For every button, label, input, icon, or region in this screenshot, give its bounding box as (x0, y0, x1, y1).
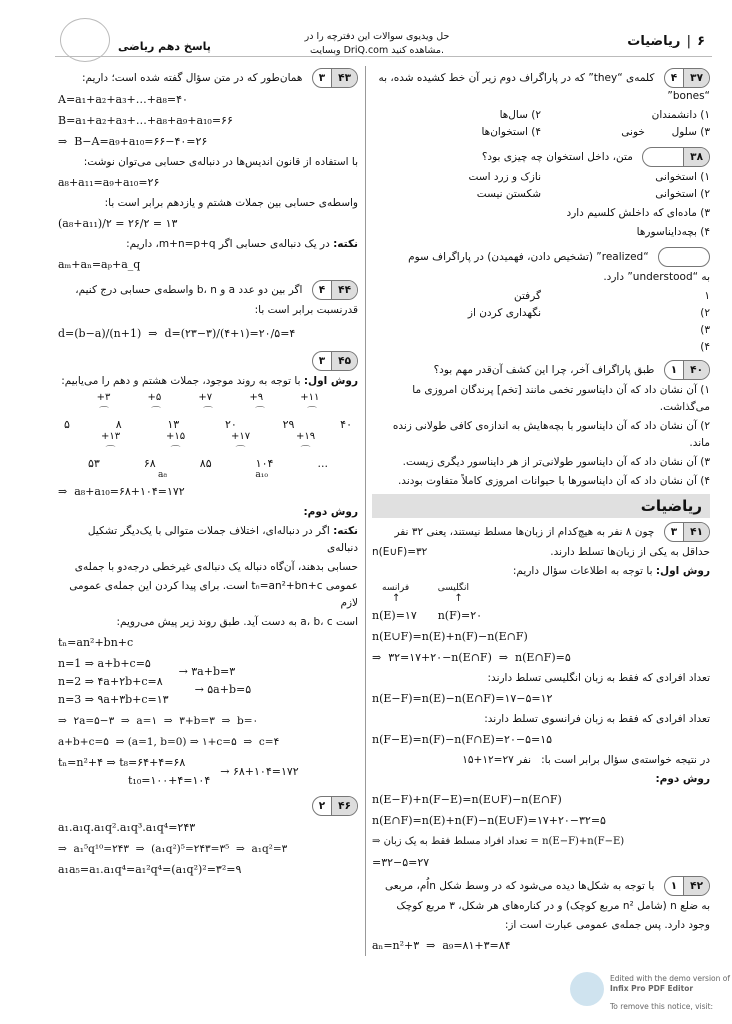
q39-options: ۱ گرفتن ۲) نگهداری کردن از ۳) ۴) (467, 290, 710, 353)
differences-row-1: +۳ +۵ +۷ +۹ +۱۱ (96, 392, 320, 403)
question-39: “realized” (تشخیص دادن، فهمیدن) در پاراگراف سوم (372, 247, 710, 267)
question-37: ۴ ۳۷ کلمه‌ی “they” که در پاراگراف دوم زیر آن خط کشیده شده، به “bones” (372, 68, 710, 105)
question-42: ۱ ۴۲ با توجه به شکل‌ها دیده می‌شود که در وسط شکل nاُم، مربعی (372, 876, 710, 896)
editor-logo-icon (570, 972, 604, 1006)
question-41: ۳ ۴۱ چون ۸ نفر به هیچ‌کدام از زبان‌ها مسلط نیستند، یعنی ۳۲ نفر (372, 522, 710, 542)
right-column: ۴ ۳۷ کلمه‌ی “they” که در پاراگراف دوم زیر آن خط کشیده شده، به “bones” ۱) دانشمندان ۲) سال‌ها ۳) سلول خونی ۴) استخوان‌ها ۳۸ متن، داخل استخوان چه چیزی بود؟ ۱) استخوانی نازک و زرد است ۲) استخوانی شکستن نیست ۳) ماده‌ای که داخلش کلسیم دارد ۴) بچه‌دایناسورها “realized” (تشخیص دادن، فهمیدن) در پاراگراف سوم به “understood” دارد. ۱ گرفتن ۲) نگهداری کردن از ۳) ۴) ۱ ۴۰ طبق پاراگراف آخر، چرا این کشف آن‌قدر مهم بود؟ ۱) آن نشان داد که آن دایناسور تخمی مانند [تخم] پرندگان امروزی ما می‌گذاشت. ۲) آن نشان داد که آن دایناسور با بچه‌هایش به اندازه‌ی کافی طولانی زنده ماند. ۳) آن نشان داد که آن دایناسور طولانی‌تر از هر دایناسور دیگری زیست. ۴) آن نشان داد که آن دایناسورها با حیوانات امروزی کاملاً متفاوت بودند. ریاضیات ۳ ۴۱ چون ۸ نفر به هیچ‌کدام از زبان‌ها مسلط نیستند، یعنی ۳۲ نفر حداقل به یکی از زبان‌ها تسلط دارند. n(E∪F)=۳۲ روش اول: با توجه به اطلاعات سؤال داریم: انگلیسی فرانسه ↑ ↑ n(E)=۱۷ n(F)=۲۰ n(E∪F)=n(E)+n(F)−n(E∩F) ⇒ ۳۲=۱۷+۲۰−n(E∩F) ⇒ n(E∩F)=۵ تعداد افرادی که فقط به زبان انگلیسی تسلط دارند: n(E−F)=n(E)−n(E∩F)=۱۷−۵=۱۲ تعداد افرادی که فقط به زبان فرانسوی تسلط دارند: n(F−E)=n(F)−n(F∩E)=۲۰−۵=۱۵ در نتیجه خواسته‌ی سؤال برابر است با: نفر ۲۷=۱۲+۱۵ روش دوم: n(E−F)+n(F−E)=n(E∪F)−n(E∩F) n(E∩F)=n(E)+n(F)−n(E∪F)=۱۷+۲۰−۳۲=۵ ⇒ تعداد افراد مسلط فقط به یک زبان = n(E−F)+n(F−E) =۳۲−۵=۲۷ ۱ ۴۲ با توجه به شکل‌ها دیده می‌شود که در وسط شکل nاُم، مربعی به ضلع n (شامل n² مربع کوچک) و در کناره‌های هر شکل، ۳ مربع کوچک وجود دارد. پس جمله‌ی عمومی عبارت است از: aₙ=n²+۳ ⇒ a₉=۸۱+۳=۸۴ (372, 66, 710, 958)
left-column: ۳ ۴۳ همان‌طور که در متن سؤال گفته شده است؛ داریم: A=a₁+a₂+a₃+…+a₈=۴۰ B=a₁+a₂+a₃+…+a₈+a₉+a₁₀=۶۶ ⇒ B−A=a₉+a₁₀=۶۶−۴۰=۲۶ با استفاده از قانون اندیس‌ها در دنباله‌ی حسابی می‌توان نوشت: a₈+a₁₁=a₉+a₁₀=۲۶ واسطه‌ی حسابی بین جملات هشتم و یازدهم برابر است با: (a₈+a₁₁)/۲ = ۲۶/۲ = ۱۳ نکته: در یک دنباله‌ی حسابی اگر m+n=p+q، داریم: aₘ+aₙ=aₚ+a_q ۴ ۴۴ اگر بین دو عدد a و b، n واسطه‌ی حسابی درج کنیم، قدرنسبت برابر است با: d=(b−a)/(n+1) ⇒ d=(۲۳−۳)/(۴+۱)=۲۰/۵=۴ ۳ ۴۵ روش اول: با توجه به روند موجود، جملات هشتم و دهم را می‌یابیم: +۳ +۵ +۷ +۹ +۱۱ ⌒ ⌒ ⌒ ⌒ ⌒ ۵ ۸ ۱۳ ۲۰ ۲۹ ۴۰ +۱۳ +۱۵ +۱۷ +۱۹ ⌒ ⌒ ⌒ ⌒ ۵۳ ۶۸ ۸۵ ۱۰۴ ... a₈ a₁₀ ⇒ a₈+a₁₀=۶۸+۱۰۴=۱۷۲ روش دوم: نکته: اگر در دنباله‌ای، اختلاف جملات متوالی با یک‌دیگر تشکیل دنباله‌ی حسابی بدهند، آن‌گاه دنباله یک دنباله‌ی غیرخطی درجه‌دو با جمله‌ی عمومی tₙ=an²+bn+c است. برای پیدا کردن این جمله‌ی عمومی لازم است a، b، c به دست آید. طبق روند زیر پیش می‌رویم: tₙ=an²+bn+c n=1 ⇒ a+b+c=۵ n=2 ⇒ ۴a+۲b+c=۸ n=3 ⇒ ۹a+۳b+c=۱۳ → ۳a+b=۳ → ۵a+b=۵ ⇒ ۲a=۵−۳ ⇒ a=۱ ⇒ ۳+b=۳ ⇒ b=۰ a+b+c=۵ ⇒ (a=1, b=0) ⇒ ۱+c=۵ ⇒ c=۴ tₙ=n²+۴ ⇒ t₈=۶۴+۴=۶۸ t₁₀=۱۰۰+۴=۱۰۴ → ۶۸+۱۰۴=۱۷۲ ۲ ۴۶ a₁.a₁q.a₁q².a₁q³.a₁q⁴=۲۴۳ ⇒ a₁⁵q¹⁰=۲۴۳ ⇒ (a₁q²)⁵=۲۴۳=۳⁵ ⇒ a₁q²=۳ a₁a₅=a₁.a₁q⁴=a₁²q⁴=(a₁q²)²=۳²=۹ (58, 66, 358, 882)
question-38: ۳۸ متن، داخل استخوان چه چیزی بود؟ (372, 147, 710, 167)
question-45: ۳ ۴۵ (58, 351, 358, 371)
section-name: ریاضیات (627, 34, 681, 49)
question-43: ۳ ۴۳ همان‌طور که در متن سؤال گفته شده است؛ داریم: (58, 68, 358, 88)
website-note: حل ویدیوی سوالات این دفترچه را در وبسایت DriQ.com مشاهده کنید. (304, 31, 450, 56)
math-section-title: ریاضیات (372, 494, 710, 518)
question-40: ۱ ۴۰ طبق پاراگراف آخر، چرا این کشف آن‌قدر مهم بود؟ (372, 360, 710, 380)
header-rule (55, 56, 712, 57)
system-of-equations: n=1 ⇒ a+b+c=۵ n=2 ⇒ ۴a+۲b+c=۸ n=3 ⇒ ۹a+۳b+c=۱۳ → ۳a+b=۳ → ۵a+b=۵ (58, 657, 252, 706)
question-44: ۴ ۴۴ اگر بین دو عدد a و b، n واسطه‌ی حسابی درج کنیم، (58, 280, 358, 300)
sequence-row-2: ۵۳ ۶۸ ۸۵ ۱۰۴ ... (88, 457, 328, 470)
question-46: ۲ ۴۶ (58, 796, 358, 816)
page-number: ۶ (697, 34, 705, 49)
q37-options: ۱) دانشمندان ۲) سال‌ها ۳) سلول خونی ۴) استخوان‌ها (481, 109, 710, 138)
q38-options: ۱) استخوانی نازک و زرد است ۲) استخوانی شکستن نیست (468, 171, 710, 200)
book-title: پاسخ دهم ریاضی (118, 40, 211, 53)
sequence-row-1: ۵ ۸ ۱۳ ۲۰ ۲۹ ۴۰ (64, 418, 352, 431)
differences-row-2: +۱۳ +۱۵ +۱۷ +۱۹ (100, 431, 316, 442)
page-header: ریاضیات | ۶ (627, 34, 705, 49)
column-divider (365, 66, 366, 956)
